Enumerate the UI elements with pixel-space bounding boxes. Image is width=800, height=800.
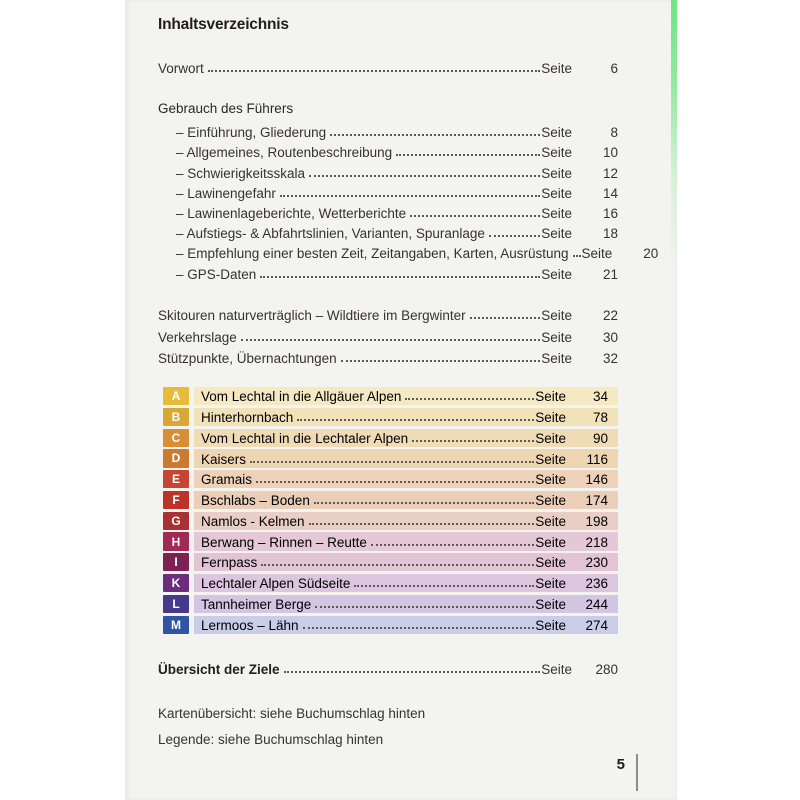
toc-entry-label: – Aufstiegs- & Abfahrtslinien, Varianten, Spuranlage — [176, 226, 485, 242]
region-row — [163, 574, 618, 592]
dotted-leader — [412, 440, 534, 442]
toc-entry-label: Tannheimer Berge — [201, 597, 312, 612]
page-number: 280 — [595, 662, 618, 678]
seite-label: Seite — [535, 534, 566, 550]
region-letter-badge: D — [163, 449, 189, 467]
page-number: 18 — [602, 226, 618, 242]
region-letter-badge: I — [163, 553, 189, 571]
toc-entry-label: Gramais — [201, 472, 253, 488]
page-number: 218 — [585, 534, 608, 550]
seite-label: Seite — [541, 308, 572, 324]
seite-label: Seite — [541, 125, 572, 141]
page-number: 274 — [585, 617, 608, 633]
dotted-leader — [260, 276, 540, 278]
region-letter-badge: H — [163, 532, 189, 550]
seite-label: Seite — [535, 430, 566, 446]
toc-entry-label: – Empfehlung einer besten Zeit, Zeitangaben, Karten, Ausrüstung — [176, 246, 569, 262]
toc-entry-label: Stützpunkte, Übernachtungen — [158, 351, 337, 367]
region-row — [163, 616, 618, 634]
page-number: 6 — [610, 61, 618, 77]
region-letter-badge: B — [163, 408, 189, 426]
region-bar — [194, 429, 618, 447]
toc-entry-label: – Schwierigkeitsskala — [176, 165, 306, 181]
dotted-leader — [256, 481, 534, 483]
region-row — [163, 429, 618, 447]
region-row — [163, 553, 618, 571]
seite-label: Seite — [535, 576, 566, 592]
region-row — [163, 532, 618, 550]
region-bar — [194, 449, 618, 467]
region-row — [163, 512, 618, 530]
page-number: 116 — [586, 451, 608, 467]
toc-row — [158, 202, 618, 222]
seite-label: Seite — [541, 266, 572, 282]
general-list — [158, 303, 618, 367]
toc-entry-label: – Lawinengefahr — [176, 185, 276, 201]
toc-entry-label: Übersicht der Ziele — [158, 662, 280, 678]
dotted-leader — [280, 195, 540, 197]
page-number: 22 — [602, 308, 618, 324]
region-bar — [194, 387, 618, 405]
toc-entry-label: Vom Lechtal in die Lechtaler Alpen — [201, 430, 409, 446]
toc-row — [158, 141, 618, 161]
region-letter-badge: F — [163, 491, 189, 509]
toc-entry-label: Bschlabs – Boden — [201, 493, 310, 509]
toc-row — [158, 262, 618, 282]
region-letter-badge: E — [163, 470, 189, 488]
region-row — [163, 595, 618, 613]
region-row — [163, 449, 618, 467]
dotted-leader — [396, 154, 540, 156]
dotted-leader — [309, 175, 540, 177]
dotted-leader — [405, 398, 534, 400]
region-bar — [194, 512, 618, 530]
uebersicht-section — [158, 657, 618, 678]
book-cover-edge-stripe — [671, 0, 677, 275]
toc-row — [158, 242, 659, 262]
toc-row-vorwort — [158, 57, 618, 77]
toc-row — [158, 303, 618, 324]
seite-label: Seite — [541, 662, 572, 678]
toc-entry-label: Lechtaler Alpen Südseite — [201, 576, 351, 592]
region-letter-badge: K — [163, 574, 189, 592]
page-number: 32 — [602, 351, 618, 367]
region-bar — [194, 553, 618, 571]
toc-entry-label: Vorwort — [158, 61, 204, 77]
toc-entry-label: Berwang – Rinnen – Reutte — [201, 534, 367, 550]
vorwort-section — [158, 57, 618, 77]
page-number: 12 — [602, 165, 618, 181]
seite-label: Seite — [581, 246, 613, 262]
dotted-leader — [470, 317, 541, 319]
dotted-leader — [410, 215, 540, 217]
gebrauch-heading: Gebrauch des Führers — [158, 101, 294, 116]
seite-label: Seite — [535, 493, 566, 509]
page-number: 146 — [585, 472, 608, 488]
dotted-leader — [250, 461, 534, 463]
scanned-page — [125, 0, 677, 800]
gebrauch-list — [158, 121, 659, 283]
toc-row — [158, 182, 618, 202]
toc-entry-label: Lermoos – Lähn — [201, 617, 299, 633]
region-letter-badge: A — [163, 387, 189, 405]
dotted-leader — [309, 523, 535, 525]
dotted-leader — [489, 235, 540, 237]
region-row — [163, 408, 618, 426]
toc-entry-label: Namlos - Kelmen — [201, 513, 305, 529]
page-number: 16 — [602, 205, 618, 221]
page-number: 30 — [602, 329, 618, 345]
dotted-leader — [303, 627, 535, 629]
seite-label: Seite — [541, 145, 572, 161]
region-letter-badge: M — [163, 616, 189, 634]
dotted-leader — [314, 502, 534, 504]
page-number: 198 — [585, 513, 608, 529]
seite-label: Seite — [535, 513, 566, 529]
region-row — [163, 470, 618, 488]
seite-label: Seite — [535, 597, 566, 612]
footnote-line: Legende: siehe Buchumschlag hinten — [158, 731, 384, 747]
toc-row — [158, 161, 618, 181]
toc-entry-label: Skitouren naturverträglich – Wildtiere im Bergwinter — [158, 308, 466, 324]
toc-row — [158, 346, 618, 367]
region-bar — [194, 491, 618, 509]
seite-label: Seite — [535, 555, 566, 571]
dotted-leader — [573, 255, 581, 257]
toc-entry-label: – Einführung, Gliederung — [176, 125, 327, 141]
region-list — [158, 387, 618, 636]
region-bar — [194, 595, 618, 613]
region-bar — [194, 470, 618, 488]
region-letter-badge: L — [163, 595, 189, 613]
dotted-leader — [284, 671, 541, 673]
page-number: 20 — [643, 246, 659, 262]
page-title: Inhaltsverzeichnis — [158, 16, 289, 33]
toc-entry-label: Vom Lechtal in die Allgäuer Alpen — [201, 389, 402, 405]
dotted-leader — [341, 360, 541, 362]
page-number: 14 — [602, 185, 618, 201]
dotted-leader — [330, 134, 540, 136]
seite-label: Seite — [541, 165, 572, 181]
toc-entry-label: – Lawinenlageberichte, Wetterberichte — [176, 205, 407, 221]
seite-label: Seite — [535, 409, 566, 425]
seite-label: Seite — [541, 329, 572, 345]
dotted-leader — [371, 544, 534, 546]
footnote-line: Kartenübersicht: siehe Buchumschlag hinten — [158, 706, 426, 721]
seite-label: Seite — [541, 205, 572, 221]
toc-row — [158, 324, 618, 345]
region-letter-badge: C — [163, 429, 189, 447]
seite-label: Seite — [535, 451, 566, 467]
page-number: 21 — [602, 266, 618, 282]
folio-rule — [636, 754, 638, 791]
region-row — [163, 491, 618, 509]
toc-entry-label: Hinterhornbach — [201, 409, 294, 425]
toc-entry-label: – GPS-Daten — [176, 266, 257, 282]
page-number: 174 — [585, 493, 608, 509]
page-number: 236 — [585, 576, 608, 592]
page-number: 78 — [592, 409, 608, 425]
toc-entry-label: Fernpass — [201, 555, 258, 571]
region-bar — [194, 532, 618, 550]
seite-label: Seite — [535, 617, 566, 633]
seite-label: Seite — [541, 351, 572, 367]
page-number: 230 — [585, 555, 608, 571]
dotted-leader — [208, 70, 540, 72]
seite-label: Seite — [535, 472, 566, 488]
toc-row — [158, 222, 618, 242]
region-letter-badge: G — [163, 512, 189, 530]
seite-label: Seite — [541, 185, 572, 201]
dotted-leader — [315, 606, 534, 608]
region-bar — [194, 574, 618, 592]
seite-label: Seite — [535, 389, 566, 405]
page-number: 244 — [585, 597, 608, 612]
page-number: 34 — [592, 389, 608, 405]
dotted-leader — [297, 419, 534, 421]
toc-row — [158, 121, 618, 141]
region-bar — [194, 616, 618, 634]
dotted-leader — [241, 339, 540, 341]
footnote-list — [158, 701, 618, 752]
toc-entry-label: Kaisers — [201, 451, 247, 467]
page-number: 8 — [610, 125, 618, 141]
page-number: 90 — [592, 430, 608, 446]
dotted-leader — [261, 564, 534, 566]
region-row — [163, 387, 618, 405]
toc-entry-label: Verkehrslage — [158, 329, 237, 345]
toc-row-uebersicht — [158, 657, 618, 678]
region-bar — [194, 408, 618, 426]
seite-label: Seite — [541, 226, 572, 242]
page-number: 10 — [602, 145, 618, 161]
seite-label: Seite — [541, 61, 572, 77]
toc-entry-label: – Allgemeines, Routenbeschreibung — [176, 145, 393, 161]
folio-page-number: 5 — [616, 756, 625, 773]
dotted-leader — [354, 585, 534, 587]
